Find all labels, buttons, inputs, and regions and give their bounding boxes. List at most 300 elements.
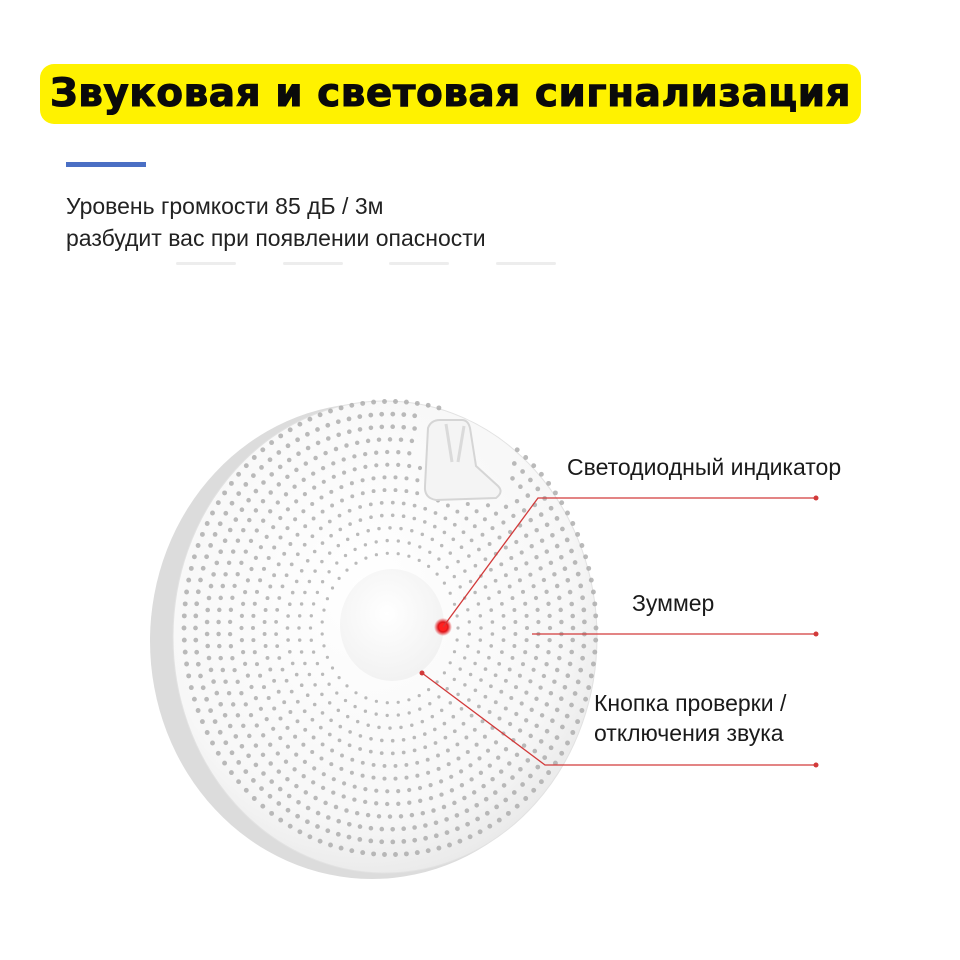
grille-hole bbox=[434, 833, 439, 838]
grille-hole bbox=[453, 729, 457, 733]
grille-hole bbox=[303, 492, 307, 496]
grille-hole bbox=[487, 656, 491, 660]
grille-hole bbox=[396, 463, 400, 467]
grille-hole bbox=[285, 573, 289, 577]
grille-hole bbox=[439, 792, 443, 796]
grille-hole bbox=[570, 614, 575, 619]
grille-hole bbox=[407, 801, 411, 805]
grille-hole bbox=[353, 785, 357, 789]
grille-hole bbox=[303, 728, 307, 732]
grille-hole bbox=[404, 776, 408, 780]
grille-hole bbox=[446, 687, 449, 690]
grille-hole bbox=[496, 756, 500, 760]
grille-hole bbox=[285, 475, 289, 479]
grille-hole bbox=[488, 542, 492, 546]
grille-hole bbox=[182, 626, 187, 631]
grille-hole bbox=[396, 450, 400, 454]
grille-hole bbox=[222, 490, 227, 495]
grille-hole bbox=[524, 534, 528, 538]
grille-hole bbox=[198, 578, 203, 583]
grille-hole bbox=[244, 549, 248, 553]
grille-hole bbox=[209, 668, 214, 673]
grille-hole bbox=[526, 758, 531, 763]
grille-hole bbox=[244, 788, 249, 793]
callout-label-button-line-1: Кнопка проверки / bbox=[594, 690, 787, 716]
grille-hole bbox=[437, 557, 440, 560]
grille-hole bbox=[321, 673, 324, 676]
grille-hole bbox=[385, 463, 389, 467]
grille-hole bbox=[286, 443, 291, 448]
grille-hole bbox=[473, 662, 476, 665]
grille-hole bbox=[363, 465, 367, 469]
grille-hole bbox=[457, 839, 462, 844]
grille-hole bbox=[459, 585, 462, 588]
grille-hole bbox=[228, 632, 232, 636]
grille-hole bbox=[546, 602, 550, 606]
grille-hole bbox=[490, 777, 494, 781]
grille-hole bbox=[218, 521, 223, 526]
grille-hole bbox=[535, 765, 540, 770]
grille-hole bbox=[397, 713, 400, 716]
grille-hole bbox=[287, 458, 292, 463]
grille-hole bbox=[468, 632, 471, 635]
grille-hole bbox=[295, 580, 299, 584]
grille-hole bbox=[236, 491, 241, 496]
grille-hole bbox=[523, 455, 528, 460]
grille-hole bbox=[261, 480, 266, 485]
grille-hole bbox=[369, 426, 374, 431]
grille-hole bbox=[297, 422, 302, 427]
grille-hole bbox=[182, 638, 187, 643]
grille-hole bbox=[285, 726, 289, 730]
grille-hole bbox=[462, 722, 466, 726]
grille-hole bbox=[473, 728, 477, 732]
grille-hole bbox=[246, 578, 250, 582]
grille-hole bbox=[269, 779, 274, 784]
grille-hole bbox=[371, 400, 376, 405]
grille-hole bbox=[331, 666, 334, 669]
grille-hole bbox=[571, 626, 576, 631]
grille-hole bbox=[494, 673, 498, 677]
grille-hole bbox=[497, 535, 501, 539]
grille-hole bbox=[536, 608, 540, 612]
grille-hole bbox=[260, 447, 265, 452]
grille-hole bbox=[413, 504, 417, 508]
grille-hole bbox=[319, 756, 323, 760]
grille-hole bbox=[528, 518, 532, 522]
grille-hole bbox=[538, 566, 542, 570]
grille-hole bbox=[501, 520, 505, 524]
grille-hole bbox=[579, 708, 584, 713]
grille-hole bbox=[397, 539, 400, 542]
grille-hole bbox=[307, 417, 312, 422]
grille-hole bbox=[374, 451, 378, 455]
grille-hole bbox=[520, 550, 524, 554]
grille-hole bbox=[363, 787, 367, 791]
grille-hole bbox=[481, 533, 485, 537]
grille-hole bbox=[580, 656, 585, 661]
grille-hole bbox=[524, 718, 528, 722]
grille-hole bbox=[303, 709, 307, 713]
grille-hole bbox=[337, 544, 340, 547]
grille-hole bbox=[261, 499, 265, 503]
grille-hole bbox=[380, 827, 385, 832]
grille-hole bbox=[418, 545, 421, 548]
grille-hole bbox=[478, 829, 483, 834]
grille-hole bbox=[310, 614, 313, 617]
grille-hole bbox=[293, 517, 297, 521]
grille-hole bbox=[386, 552, 389, 555]
grille-hole bbox=[459, 667, 462, 670]
grille-hole bbox=[518, 728, 522, 732]
grille-hole bbox=[371, 851, 376, 856]
grille-hole bbox=[328, 409, 333, 414]
grille-hole bbox=[277, 690, 281, 694]
grille-hole bbox=[288, 542, 292, 546]
grille-hole bbox=[468, 620, 471, 623]
grille-hole bbox=[569, 549, 574, 554]
grille-hole bbox=[361, 761, 365, 765]
grille-hole bbox=[534, 724, 538, 728]
grille-hole bbox=[366, 439, 370, 443]
grille-hole bbox=[286, 808, 291, 813]
grille-hole bbox=[332, 777, 336, 781]
grille-hole bbox=[568, 662, 573, 667]
grille-hole bbox=[418, 466, 422, 470]
grille-hole bbox=[421, 533, 424, 536]
grille-hole bbox=[534, 697, 538, 701]
grille-hole bbox=[211, 679, 216, 684]
grille-hole bbox=[316, 811, 321, 816]
grille-hole bbox=[240, 638, 244, 642]
grille-hole bbox=[402, 502, 406, 506]
grille-hole bbox=[397, 552, 400, 555]
grille-hole bbox=[575, 719, 580, 724]
grille-hole bbox=[366, 813, 370, 817]
grille-hole bbox=[339, 846, 344, 851]
grille-hole bbox=[284, 760, 288, 764]
grille-hole bbox=[267, 556, 271, 560]
grille-hole bbox=[428, 551, 431, 554]
grille-hole bbox=[415, 850, 420, 855]
grille-hole bbox=[352, 454, 356, 458]
grille-hole bbox=[589, 673, 594, 678]
grille-hole bbox=[230, 501, 235, 506]
grille-hole bbox=[329, 534, 333, 538]
grille-hole bbox=[204, 697, 209, 702]
grille-hole bbox=[377, 527, 380, 530]
grille-hole bbox=[456, 693, 459, 696]
grille-hole bbox=[391, 501, 395, 505]
grille-hole bbox=[352, 797, 356, 801]
grille-hole bbox=[241, 724, 245, 728]
grille-hole bbox=[315, 427, 320, 432]
grille-hole bbox=[450, 788, 454, 792]
grille-hole bbox=[410, 813, 414, 817]
grille-hole bbox=[286, 626, 290, 630]
grille-hole bbox=[589, 578, 594, 583]
grille-hole bbox=[401, 412, 406, 417]
grille-hole bbox=[412, 825, 417, 830]
grille-hole bbox=[208, 543, 213, 548]
grille-hole bbox=[192, 554, 197, 559]
grille-hole bbox=[269, 811, 274, 816]
grille-hole bbox=[453, 575, 456, 578]
grille-hole bbox=[565, 741, 570, 746]
grille-hole bbox=[255, 528, 259, 532]
grille-hole bbox=[200, 719, 205, 724]
grille-hole bbox=[559, 500, 564, 505]
grille-hole bbox=[394, 488, 398, 492]
grille-hole bbox=[396, 802, 400, 806]
grille-hole bbox=[354, 691, 357, 694]
grille-hole bbox=[374, 801, 378, 805]
grille-hole bbox=[255, 662, 259, 666]
grille-hole bbox=[355, 811, 359, 815]
grille-hole bbox=[296, 719, 300, 723]
grille-hole bbox=[382, 399, 387, 404]
grille-hole bbox=[375, 712, 378, 715]
grille-hole bbox=[259, 465, 264, 470]
grille-hole bbox=[192, 697, 197, 702]
grille-hole bbox=[415, 774, 419, 778]
grille-hole bbox=[272, 679, 276, 683]
grille-hole bbox=[559, 555, 564, 560]
grille-hole bbox=[316, 441, 321, 446]
grille-hole bbox=[429, 796, 433, 800]
grille-hole bbox=[338, 514, 342, 518]
grille-hole bbox=[407, 555, 410, 558]
grille-hole bbox=[578, 584, 583, 589]
grille-hole bbox=[336, 433, 341, 438]
grille-hole bbox=[377, 437, 381, 441]
grille-hole bbox=[447, 843, 452, 848]
grille-hole bbox=[474, 564, 478, 568]
grille-hole bbox=[291, 662, 295, 666]
grille-hole bbox=[555, 544, 560, 549]
grille-hole bbox=[302, 478, 306, 482]
grille-hole bbox=[345, 684, 348, 687]
grille-hole bbox=[316, 662, 319, 665]
grille-hole bbox=[320, 560, 323, 563]
grille-hole bbox=[388, 437, 392, 441]
grille-hole bbox=[383, 764, 387, 768]
grille-hole bbox=[200, 532, 205, 537]
grille-hole bbox=[470, 539, 474, 543]
callout-dot-button-start bbox=[420, 671, 425, 676]
grille-hole bbox=[555, 708, 560, 713]
grille-hole bbox=[330, 749, 334, 753]
grille-hole bbox=[413, 749, 417, 753]
grille-hole bbox=[303, 591, 306, 594]
grille-hole bbox=[311, 780, 315, 784]
grille-hole bbox=[368, 839, 373, 844]
grille-hole bbox=[578, 668, 583, 673]
grille-hole bbox=[592, 601, 597, 606]
grille-hole bbox=[377, 814, 381, 818]
grille-hole bbox=[288, 650, 292, 654]
grille-hole bbox=[474, 803, 479, 808]
grille-hole bbox=[503, 798, 508, 803]
grille-hole bbox=[557, 596, 561, 600]
grille-hole bbox=[525, 614, 529, 618]
grille-hole bbox=[566, 578, 571, 583]
grille-hole bbox=[260, 804, 265, 809]
grille-hole bbox=[271, 727, 275, 731]
grille-hole bbox=[261, 753, 265, 757]
grille-hole bbox=[509, 556, 513, 560]
grille-hole bbox=[382, 777, 386, 781]
grille-hole bbox=[321, 786, 325, 790]
grille-hole bbox=[581, 608, 586, 613]
grille-hole bbox=[456, 626, 459, 629]
grille-hole bbox=[393, 852, 398, 857]
grille-hole bbox=[213, 532, 218, 537]
grille-hole bbox=[418, 786, 422, 790]
grille-hole bbox=[538, 685, 542, 689]
grille-hole bbox=[545, 702, 549, 706]
grille-hole bbox=[321, 510, 325, 514]
grille-hole bbox=[313, 796, 317, 800]
grille-hole bbox=[491, 620, 495, 624]
grille-hole bbox=[449, 775, 453, 779]
callout-dot-led bbox=[814, 496, 819, 501]
grille-hole bbox=[217, 608, 221, 612]
grille-hole bbox=[259, 707, 263, 711]
grille-hole bbox=[570, 521, 575, 526]
grille-hole bbox=[229, 644, 233, 648]
grille-hole bbox=[336, 832, 341, 837]
grille-hole bbox=[353, 467, 357, 471]
grille-hole bbox=[455, 813, 460, 818]
grille-hole bbox=[348, 743, 352, 747]
grille-hole bbox=[431, 715, 434, 718]
grille-hole bbox=[347, 822, 352, 827]
grille-hole bbox=[568, 590, 573, 595]
grille-hole bbox=[512, 608, 516, 612]
grille-hole bbox=[418, 694, 421, 697]
grille-hole bbox=[186, 578, 191, 583]
grille-hole bbox=[444, 817, 449, 822]
grille-hole bbox=[404, 763, 408, 767]
grille-hole bbox=[258, 578, 262, 582]
grille-hole bbox=[512, 790, 517, 795]
grille-hole bbox=[399, 814, 403, 818]
grille-hole bbox=[390, 840, 395, 845]
grille-hole bbox=[292, 767, 296, 771]
grille-hole bbox=[484, 585, 488, 589]
grille-hole bbox=[513, 620, 517, 624]
grille-hole bbox=[506, 811, 511, 816]
grille-hole bbox=[338, 739, 342, 743]
grille-hole bbox=[243, 590, 247, 594]
description-line-1: Уровень громкости 85 дБ / 3м bbox=[66, 193, 384, 219]
grille-hole bbox=[531, 788, 536, 793]
grille-hole bbox=[553, 490, 558, 495]
grille-hole bbox=[358, 505, 362, 509]
grille-hole bbox=[520, 782, 525, 787]
grille-hole bbox=[583, 554, 588, 559]
grille-hole bbox=[444, 736, 448, 740]
grille-hole bbox=[361, 774, 365, 778]
grille-hole bbox=[382, 475, 386, 479]
callout-label-buzzer: Зуммер bbox=[632, 590, 715, 616]
grille-hole bbox=[313, 456, 317, 460]
grille-hole bbox=[342, 781, 346, 785]
grille-hole bbox=[499, 562, 503, 566]
grille-hole bbox=[444, 517, 448, 521]
grille-hole bbox=[558, 644, 562, 648]
grille-hole bbox=[301, 743, 305, 747]
grille-hole bbox=[426, 758, 430, 762]
grille-hole bbox=[390, 827, 395, 832]
grille-hole bbox=[456, 638, 459, 641]
grille-hole bbox=[278, 716, 282, 720]
grille-hole bbox=[456, 756, 460, 760]
grille-hole bbox=[502, 626, 506, 630]
grille-hole bbox=[477, 650, 480, 653]
grille-hole bbox=[240, 507, 245, 512]
grille-hole bbox=[290, 563, 294, 567]
grille-hole bbox=[546, 481, 551, 486]
grille-hole bbox=[467, 698, 471, 702]
grille-hole bbox=[472, 790, 476, 794]
grille-hole bbox=[423, 507, 427, 511]
grille-hole bbox=[254, 696, 258, 700]
grille-hole bbox=[183, 650, 188, 655]
grille-hole bbox=[591, 662, 596, 667]
grille-hole bbox=[464, 736, 468, 740]
grille-hole bbox=[364, 557, 367, 560]
grille-hole bbox=[346, 715, 349, 718]
grille-hole bbox=[540, 713, 544, 717]
grille-hole bbox=[514, 567, 518, 571]
grille-hole bbox=[201, 685, 206, 690]
grille-hole bbox=[228, 620, 232, 624]
grille-hole bbox=[330, 504, 334, 508]
grille-hole bbox=[322, 644, 325, 647]
grille-hole bbox=[386, 701, 389, 704]
grille-hole bbox=[397, 701, 400, 704]
grille-hole bbox=[570, 730, 575, 735]
grille-hole bbox=[265, 717, 269, 721]
grille-hole bbox=[489, 684, 493, 688]
grille-hole bbox=[464, 517, 468, 521]
grille-hole bbox=[269, 440, 274, 445]
grille-hole bbox=[243, 662, 247, 666]
grille-hole bbox=[210, 511, 215, 516]
grille-hole bbox=[542, 578, 546, 582]
grille-hole bbox=[500, 650, 504, 654]
grille-hole bbox=[326, 436, 331, 441]
grille-hole bbox=[408, 541, 411, 544]
grille-hole bbox=[349, 848, 354, 853]
grille-hole bbox=[557, 656, 561, 660]
grille-hole bbox=[198, 674, 203, 679]
grille-hole bbox=[466, 608, 469, 611]
grille-hole bbox=[232, 668, 236, 672]
grille-hole bbox=[491, 632, 495, 636]
grille-hole bbox=[515, 499, 519, 503]
grille-hole bbox=[369, 826, 374, 831]
grille-hole bbox=[322, 480, 326, 484]
grille-hole bbox=[296, 700, 300, 704]
grille-hole bbox=[252, 796, 257, 801]
grille-hole bbox=[205, 730, 210, 735]
grille-hole bbox=[354, 562, 357, 565]
grille-hole bbox=[300, 602, 303, 605]
grille-hole bbox=[356, 720, 359, 723]
